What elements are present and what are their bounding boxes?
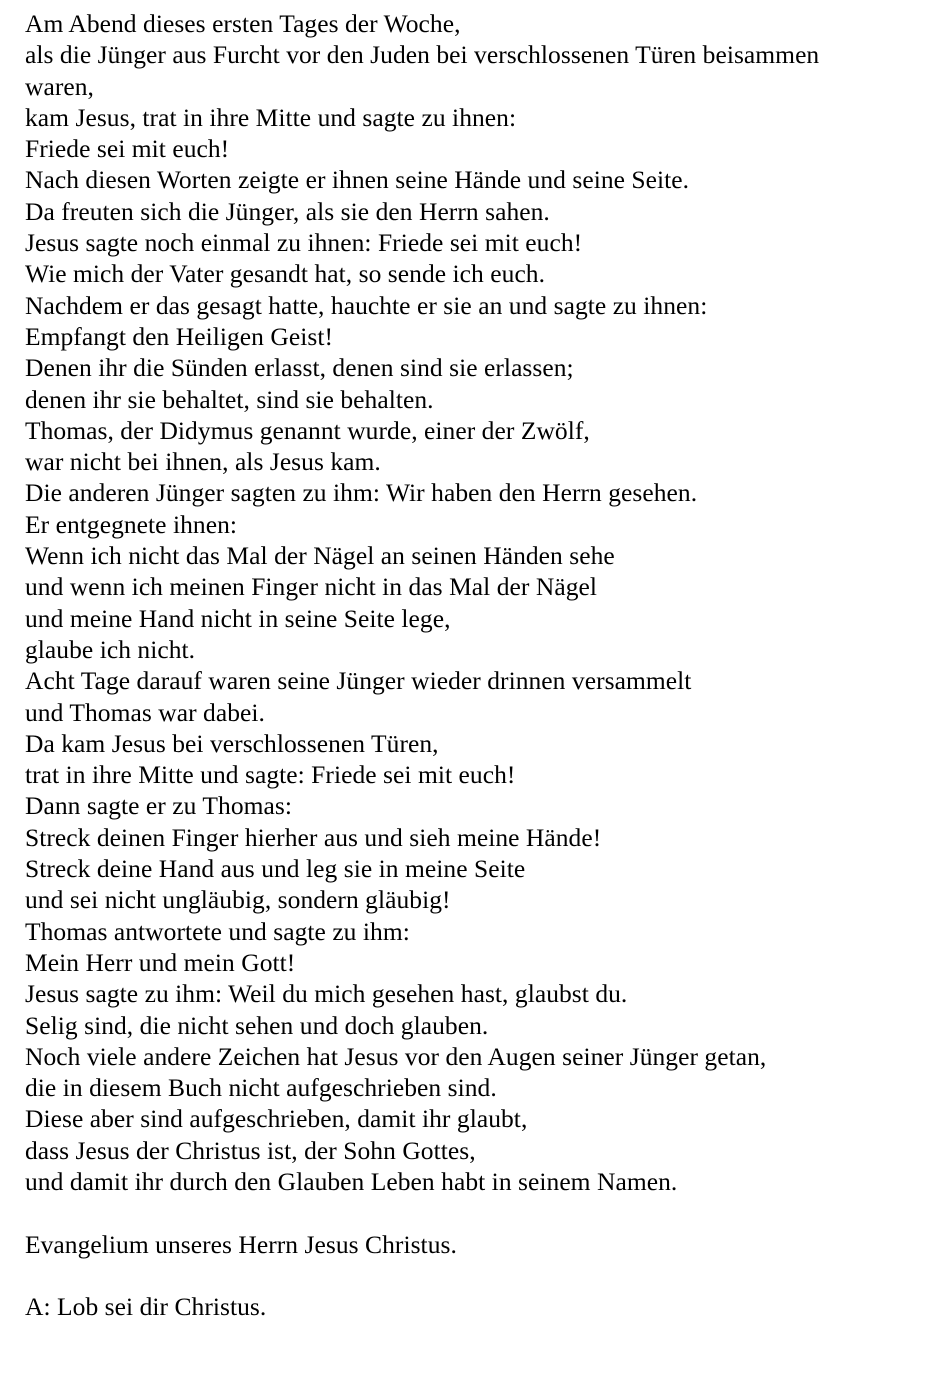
gospel-reading-text: [25, 8, 906, 1322]
text-line: waren,: [25, 71, 94, 101]
text-line: die in diesem Buch nicht aufgeschrieben sind.: [25, 1073, 497, 1103]
text-line: Nach diesen Worten zeigte er ihnen seine Hände und seine Seite.: [25, 165, 690, 195]
text-line: Evangelium unseres Herrn Jesus Christus.: [25, 1229, 457, 1259]
text-line: Thomas antwortete und sagte zu ihm:: [25, 916, 410, 946]
text-line: Streck deine Hand aus und leg sie in meine Seite: [25, 854, 526, 884]
text-line: trat in ihre Mitte und sagte: Friede sei mit euch!: [25, 760, 516, 790]
text-line: und sei nicht ungläubig, sondern gläubig!: [25, 885, 451, 915]
text-line: Friede sei mit euch!: [25, 134, 230, 164]
text-line: kam Jesus, trat in ihre Mitte und sagte zu ihnen:: [25, 102, 517, 132]
text-line: Mein Herr und mein Gott!: [25, 947, 296, 977]
text-line: Nachdem er das gesagt hatte, hauchte er sie an und sagte zu ihnen:: [25, 290, 708, 320]
text-line: Am Abend dieses ersten Tages der Woche,: [25, 9, 461, 38]
text-line: Streck deinen Finger hierher aus und sieh meine Hände!: [25, 822, 602, 852]
text-line: Da kam Jesus bei verschlossenen Türen,: [25, 728, 439, 758]
text-line: Acht Tage darauf waren seine Jünger wieder drinnen versammelt: [25, 666, 692, 696]
blank-line: [25, 1197, 906, 1228]
text-line: Thomas, der Didymus genannt wurde, einer der Zwölf,: [25, 415, 590, 445]
text-line: Empfangt den Heiligen Geist!: [25, 321, 334, 351]
text-line: glaube ich nicht.: [25, 634, 196, 664]
text-line: Denen ihr die Sünden erlasst, denen sind sie erlassen;: [25, 353, 574, 383]
text-line: A: Lob sei dir Christus.: [25, 1292, 267, 1322]
text-line: Selig sind, die nicht sehen und doch glauben.: [25, 1010, 489, 1040]
blank-line: [25, 1260, 906, 1291]
text-line: Diese aber sind aufgeschrieben, damit ihr glaubt,: [25, 1104, 528, 1134]
text-line: Wenn ich nicht das Mal der Nägel an seinen Händen sehe: [25, 541, 615, 571]
text-line: war nicht bei ihnen, als Jesus kam.: [25, 447, 381, 477]
text-line: als die Jünger aus Furcht vor den Juden bei verschlossenen Türen beisammen: [25, 40, 820, 70]
text-line: Er entgegnete ihnen:: [25, 509, 237, 539]
text-line: Die anderen Jünger sagten zu ihm: Wir haben den Herrn gesehen.: [25, 478, 698, 508]
text-line: und damit ihr durch den Glauben Leben habt in seinem Namen.: [25, 1166, 678, 1196]
text-line: und wenn ich meinen Finger nicht in das Mal der Nägel: [25, 572, 598, 602]
text-line: Jesus sagte zu ihm: Weil du mich gesehen hast, glaubst du.: [25, 979, 628, 1009]
text-line: Dann sagte er zu Thomas:: [25, 791, 292, 821]
text-line: dass Jesus der Christus ist, der Sohn Gottes,: [25, 1135, 476, 1165]
text-line: und meine Hand nicht in seine Seite lege,: [25, 603, 451, 633]
text-line: Wie mich der Vater gesandt hat, so sende ich euch.: [25, 259, 546, 289]
text-line: denen ihr sie behaltet, sind sie behalten.: [25, 384, 434, 414]
text-line: und Thomas war dabei.: [25, 697, 265, 727]
text-line: Jesus sagte noch einmal zu ihnen: Friede sei mit euch!: [25, 228, 583, 258]
text-line: Da freuten sich die Jünger, als sie den Herrn sahen.: [25, 196, 550, 226]
text-line: Noch viele andere Zeichen hat Jesus vor den Augen seiner Jünger getan,: [25, 1041, 767, 1071]
